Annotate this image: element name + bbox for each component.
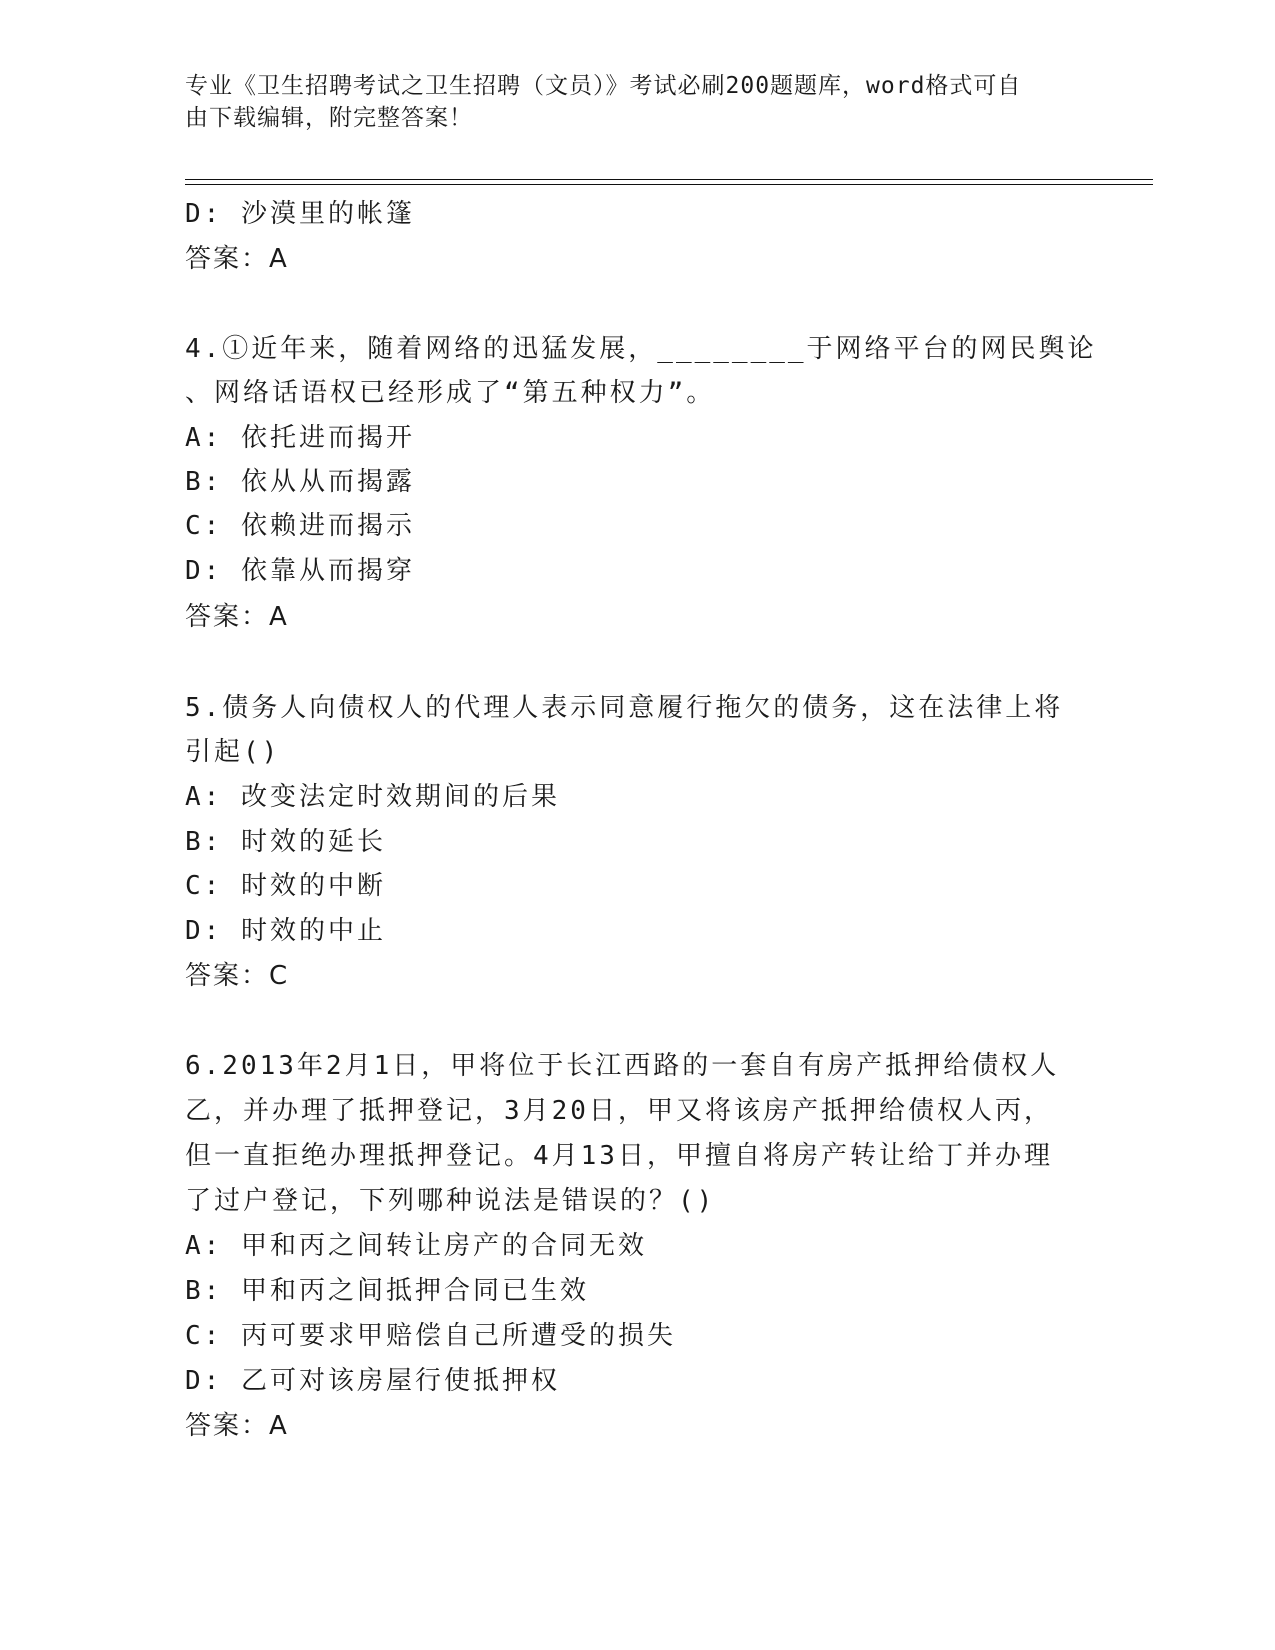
q4-option-b: B: 依从从而揭露 (185, 467, 415, 497)
q5-option-b: B: 时效的延长 (185, 827, 386, 857)
header-line-1: 专业《卫生招聘考试之卫生招聘（文员）》考试必刷200题题库，word格式可自 (185, 73, 1022, 99)
q6-stem-line-4: 了过户登记，下列哪种说法是错误的？() (185, 1186, 716, 1216)
header-divider-top (185, 179, 1153, 180)
q4-option-a: A: 依托进而揭开 (185, 423, 415, 453)
q6-answer: 答案：A (185, 1411, 289, 1441)
q6-stem-line-1: 6.2013年2月1日，甲将位于长江西路的一套自有房产抵押给债权人 (185, 1051, 1060, 1081)
q5-answer: 答案：C (185, 961, 290, 991)
q6-option-a: A: 甲和丙之间转让房产的合同无效 (185, 1231, 647, 1261)
header-line-2: 由下载编辑，附完整答案！ (185, 105, 473, 131)
q6-stem-line-2: 乙，并办理了抵押登记，3月20日，甲又将该房产抵押给债权人丙， (185, 1096, 1053, 1126)
q5-option-a: A: 改变法定时效期间的后果 (185, 782, 560, 812)
document-header (185, 70, 1065, 134)
q4-option-c: C: 依赖进而揭示 (185, 511, 415, 541)
q6-option-d: D: 乙可对该房屋行使抵押权 (185, 1366, 560, 1396)
q6-stem-line-3: 但一直拒绝办理抵押登记。4月13日，甲擅自将房产转让给丁并办理 (185, 1141, 1053, 1171)
header-divider-bottom (185, 184, 1153, 185)
prev-answer: 答案：A (185, 244, 289, 274)
q5-stem-line-1: 5.债务人向债权人的代理人表示同意履行拖欠的债务，这在法律上将 (185, 693, 1064, 723)
q4-stem-line-2: 、网络话语权已经形成了“第五种权力”。 (185, 378, 716, 408)
q6-option-c: C: 丙可要求甲赔偿自己所遭受的损失 (185, 1321, 676, 1351)
q5-option-d: D: 时效的中止 (185, 916, 386, 946)
q4-answer: 答案：A (185, 602, 289, 632)
q4-stem-line-1: 4.①近年来，随着网络的迅猛发展，________于网络平台的网民舆论 (185, 334, 1097, 364)
prev-option-d: D: 沙漠里的帐篷 (185, 199, 415, 229)
q6-option-b: B: 甲和丙之间抵押合同已生效 (185, 1276, 589, 1306)
q5-stem-line-2: 引起() (185, 737, 281, 767)
q5-option-c: C: 时效的中断 (185, 871, 386, 901)
q4-option-d: D: 依靠从而揭穿 (185, 556, 415, 586)
